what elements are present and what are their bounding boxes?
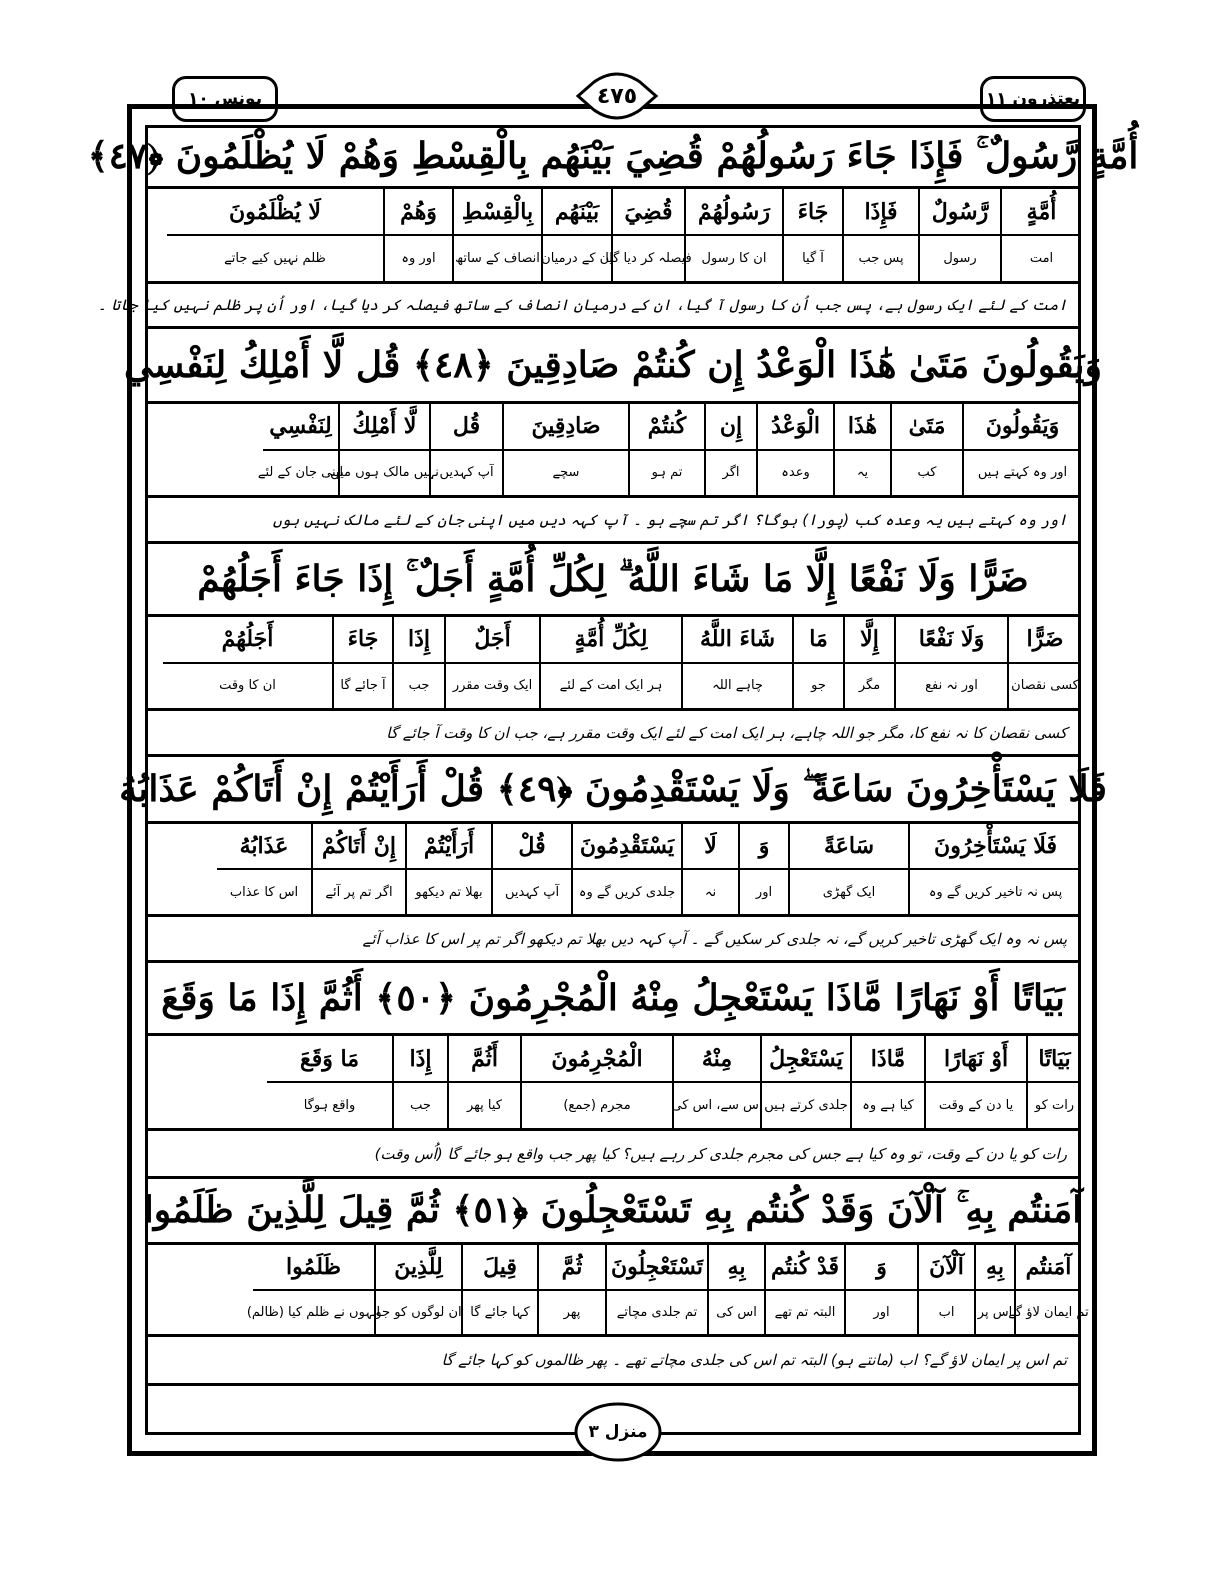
urdu-meaning: اگر: [722, 465, 740, 481]
arabic-word: مَتَىٰ: [892, 404, 962, 451]
arabic-word: مَّاذَا: [852, 1036, 924, 1083]
word-cell: [491, 824, 571, 914]
urdu-meaning: یہ: [856, 465, 869, 481]
urdu-meaning: پس جب: [858, 251, 904, 266]
word-cell: [1008, 1245, 1089, 1334]
urdu-translation-line: اور وہ کہتے ہیں یہ وعدہ کب (پورا) ہوگا؟ اگر تم سچے ہو ۔ آپ کہہ دیں میں اپنی جان کے لئے مالک نہیں ہوں: [145, 498, 1081, 544]
word-cell: [681, 617, 792, 708]
urdu-meaning: اگر تم پر آئے: [325, 884, 393, 900]
arabic-word: شَاءَ اللَّهُ: [683, 617, 792, 664]
arabic-word: قُل: [431, 404, 502, 451]
word-cell: [760, 1036, 850, 1128]
urdu-meaning: جب: [408, 678, 430, 694]
word-cell: [383, 189, 452, 281]
urdu-meaning: آپ کہدیں: [439, 465, 494, 481]
urdu-translation-line: رات کو یا دن کے وقت، تو وہ کیا ہے جس کی مجرم جلدی کر رہے ہیں؟ کیا پھر جب واقع ہو جائے گا (اُس وقت): [145, 1131, 1081, 1179]
arabic-word: هَٰذَا: [835, 404, 890, 451]
arabic-word: رَّسُولٌ: [920, 189, 1000, 236]
urdu-meaning: اور نہ نفع: [925, 678, 978, 694]
urdu-meaning: ایک گھڑی: [822, 884, 876, 900]
arabic-word: الْمُجْرِمُونَ: [522, 1036, 672, 1083]
urdu-meaning: البتہ تم تھے: [774, 1304, 836, 1320]
urdu-meaning: اپنی جان کے لئے: [257, 465, 344, 481]
juz-name: يعتذرون ١١: [985, 89, 1081, 109]
word-cell: [684, 189, 782, 281]
arabic-word: رَسُولُهُمْ: [686, 189, 782, 236]
arabic-word: سَاعَةً: [790, 824, 908, 870]
word-cell: [1000, 189, 1081, 281]
word-by-word-grid: [145, 617, 1081, 711]
manzil-badge: [572, 1400, 664, 1464]
arabic-word: قُلْ: [493, 824, 571, 870]
word-cell: [332, 617, 392, 708]
word-by-word-grid: [145, 824, 1081, 917]
word-cell: [392, 617, 444, 708]
word-cell: [163, 617, 332, 708]
urdu-meaning: واقع ہوگا: [303, 1098, 356, 1113]
arabic-word: لَّا أَمْلِكُ: [340, 404, 429, 451]
word-cell: [605, 189, 692, 281]
arabic-word: وَ: [740, 824, 788, 870]
word-cell: [681, 824, 738, 914]
arabic-word: بَيْنَهُم: [543, 189, 611, 236]
ayah-arabic-line: بَيَاتًا أَوْ نَهَارًا مَّاذَا يَسْتَعْجِلُ مِنْهُ الْمُجْرِمُونَ ﴿٥٠﴾ أَثُمَّ إِذَا مَا وَقَعَ: [145, 963, 1081, 1036]
arabic-word: وَ: [846, 1245, 917, 1291]
urdu-meaning: تم ایمان لاؤ گے: [1008, 1304, 1089, 1320]
arabic-word: قِيلَ: [463, 1245, 537, 1291]
word-cell: [894, 617, 1007, 708]
urdu-meaning: بھلا تم دیکھو: [415, 884, 483, 900]
word-cell: [267, 1036, 392, 1128]
urdu-meaning: تم جلدی مچاتے: [616, 1304, 698, 1320]
urdu-meaning: انہوں نے ظلم کیا (ظالم): [246, 1304, 381, 1320]
arabic-word: كُنتُمْ: [630, 404, 704, 451]
urdu-meaning: کیا پھر: [467, 1098, 502, 1113]
word-cell: [392, 1036, 447, 1128]
word-cell: [917, 1245, 974, 1334]
page-number-badge: [574, 70, 660, 122]
urdu-meaning: مجرم (جمع): [563, 1098, 631, 1113]
word-cell: [707, 1245, 764, 1334]
word-cell: [1007, 617, 1081, 708]
word-cell: [1026, 1036, 1081, 1128]
urdu-meaning: نہیں مالک ہوں میں: [330, 465, 439, 481]
word-cell: [167, 189, 383, 281]
ayah-arabic-line: ضَرًّا وَلَا نَفْعًا إِلَّا مَا شَاءَ اللَّهُ ۗ لِكُلِّ أُمَّةٍ أَجَلٌ ۚ إِذَا جَاءَ أَجَلُهُمْ: [145, 544, 1081, 617]
urdu-meaning: ظلم نہیں کیے جاتے: [224, 251, 326, 266]
arabic-word: أَثُمَّ: [449, 1036, 520, 1083]
word-cell: [671, 1036, 763, 1128]
word-cell: [792, 617, 843, 708]
urdu-meaning: اس کی: [716, 1304, 757, 1320]
arabic-word: آمَنتُم: [1016, 1245, 1081, 1291]
arabic-word: بِهِ: [709, 1245, 764, 1291]
arabic-word: ضَرًّا: [1009, 617, 1081, 664]
arabic-word: أَجَلُهُمْ: [163, 617, 332, 664]
word-cell: [918, 189, 1000, 281]
urdu-meaning: آپ کہدیں: [504, 884, 560, 900]
ayah-arabic-line: أُمَّةٍ رَّسُولٌ ۚ فَإِذَا جَاءَ رَسُولُهُمْ قُضِيَ بَيْنَهُم بِالْقِسْطِ وَهُمْ لَا يُظْلَمُونَ ﴿٤٧﴾: [145, 127, 1081, 189]
word-cell: [844, 1245, 917, 1334]
urdu-meaning: رات کو: [1034, 1098, 1075, 1113]
word-cell: [962, 404, 1081, 495]
word-cell: [541, 189, 611, 281]
urdu-meaning: جو: [811, 678, 826, 694]
word-cell: [405, 824, 491, 914]
arabic-word: آلْآنَ: [919, 1245, 974, 1291]
urdu-translation-line: پس نہ وہ ایک گھڑی تاخیر کریں گے، نہ جلدی کر سکیں گے ۔ آپ کہہ دیں بھلا تم دیکھو اگر تم پر اس کا عذاب آئے: [145, 917, 1081, 963]
word-cell: [447, 1036, 520, 1128]
word-cell: [842, 189, 918, 281]
word-cell: [311, 824, 405, 914]
arabic-word: أُمَّةٍ: [1002, 189, 1081, 236]
word-cell: [738, 824, 788, 914]
arabic-word: ظَلَمُوا: [253, 1245, 374, 1291]
ayah-arabic-line: وَيَقُولُونَ مَتَىٰ هَٰذَا الْوَعْدُ إِن كُنتُمْ صَادِقِينَ ﴿٤٨﴾ قُل لَّا أَمْلِكُ لِنَفْسِي: [145, 329, 1081, 404]
urdu-meaning: رسول: [943, 251, 977, 266]
urdu-meaning: آ گیا: [802, 251, 824, 266]
word-cell: [833, 404, 890, 495]
arabic-word: لَا يُظْلَمُونَ: [167, 189, 383, 236]
urdu-meaning: جلدی کرتے ہیں: [764, 1098, 848, 1113]
word-cell: [539, 617, 681, 708]
arabic-word: أَجَلٌ: [446, 617, 539, 664]
word-cell: [756, 404, 833, 495]
word-by-word-grid: [145, 1245, 1089, 1337]
arabic-word: صَادِقِينَ: [504, 404, 628, 451]
word-cell: [461, 1245, 537, 1334]
arabic-word: إِذَا: [394, 617, 444, 664]
urdu-meaning: ان کے درمیان: [541, 251, 613, 266]
arabic-word: وَهُمْ: [385, 189, 452, 236]
urdu-meaning: اور: [755, 884, 773, 900]
arabic-word: لِنَفْسِي: [263, 404, 338, 451]
urdu-meaning: کب: [917, 465, 937, 481]
ayah-arabic-line: فَلَا يَسْتَأْخِرُونَ سَاعَةً ۖ وَلَا يَسْتَقْدِمُونَ ﴿٤٩﴾ قُلْ أَرَأَيْتُمْ إِنْ أَتَاكُمْ عَذَابُهُ: [145, 757, 1081, 824]
word-cell: [429, 404, 502, 495]
arabic-word: وَيَقُولُونَ: [964, 404, 1081, 451]
urdu-meaning: اور وہ کہتے ہیں: [977, 465, 1068, 481]
urdu-meaning: وعدہ: [781, 465, 810, 481]
urdu-meaning: ان کا وقت: [219, 678, 276, 694]
arabic-word: وَلَا نَفْعًا: [896, 617, 1007, 664]
urdu-meaning: اب: [938, 1304, 955, 1320]
arabic-word: إِن: [706, 404, 756, 451]
word-cell: [908, 824, 1081, 914]
manzil-label: منزل ٣: [588, 1422, 648, 1442]
word-by-word-grid: [145, 189, 1081, 284]
word-by-word-grid: [145, 1036, 1081, 1131]
word-cell: [444, 617, 539, 708]
urdu-meaning: جب: [410, 1098, 431, 1113]
word-cell: [764, 1245, 844, 1334]
word-cell: [843, 617, 894, 708]
urdu-meaning: امت: [1029, 251, 1054, 266]
word-cell: [520, 1036, 672, 1128]
urdu-meaning: اس سے، اس کی: [671, 1098, 763, 1113]
urdu-meaning: آ جائے گا: [340, 678, 386, 694]
urdu-meaning: انصاف کے ساتھ: [455, 251, 540, 266]
arabic-word: الْوَعْدُ: [758, 404, 833, 451]
urdu-meaning: تم ہو: [651, 465, 683, 481]
word-cell: [605, 1245, 707, 1334]
arabic-word: إِلَّا: [845, 617, 894, 664]
ayah-arabic-line: آمَنتُم بِهِ ۚ آلْآنَ وَقَدْ كُنتُم بِهِ تَسْتَعْجِلُونَ ﴿٥١﴾ ثُمَّ قِيلَ لِلَّذِينَ ظَلَمُوا: [145, 1179, 1081, 1245]
arabic-word: بَيَاتًا: [1028, 1036, 1081, 1083]
arabic-word: لِلَّذِينَ: [376, 1245, 461, 1291]
urdu-meaning: ان لوگوں کو جو: [375, 1304, 462, 1320]
word-cell: [850, 1036, 924, 1128]
urdu-meaning: کہا جائے گا: [470, 1304, 530, 1320]
word-cell: [537, 1245, 605, 1334]
word-by-word-grid: [145, 404, 1081, 498]
arabic-word: إِنْ أَتَاكُمْ: [313, 824, 405, 870]
arabic-word: يَسْتَعْجِلُ: [762, 1036, 850, 1083]
urdu-meaning: اس پر: [977, 1304, 1013, 1320]
urdu-meaning: نہ: [704, 884, 717, 900]
word-cell: [330, 404, 439, 495]
urdu-meaning: کسی نقصان: [1011, 678, 1079, 694]
urdu-meaning: ہر ایک امت کے لئے: [559, 678, 663, 694]
word-cell: [502, 404, 628, 495]
arabic-word: لَا: [683, 824, 738, 870]
word-cell: [782, 189, 842, 281]
urdu-meaning: پھر: [563, 1304, 581, 1320]
arabic-word: جَاءَ: [784, 189, 842, 236]
arabic-word: قَدْ كُنتُم: [766, 1245, 844, 1291]
arabic-word: بِالْقِسْطِ: [454, 189, 541, 236]
word-cell: [217, 824, 311, 914]
urdu-meaning: پس نہ تاخیر کریں گے وہ: [928, 884, 1063, 900]
word-cell: [924, 1036, 1026, 1128]
arabic-word: لِكُلِّ أُمَّةٍ: [541, 617, 681, 664]
word-cell: [246, 1245, 381, 1334]
arabic-word: ثُمَّ: [539, 1245, 605, 1291]
urdu-meaning: اور وہ: [401, 251, 436, 266]
arabic-word: إِذَا: [394, 1036, 447, 1083]
arabic-word: فَإِذَا: [844, 189, 918, 236]
urdu-meaning: اس کا عذاب: [229, 884, 299, 900]
urdu-meaning: اور: [873, 1304, 890, 1320]
urdu-meaning: ان کا رسول: [701, 251, 767, 266]
word-cell: [374, 1245, 461, 1334]
arabic-word: مَا: [794, 617, 843, 664]
page-number: ٤٧٥: [596, 83, 638, 109]
urdu-meaning: کیا ہے وہ: [862, 1098, 914, 1113]
arabic-word: فَلَا يَسْتَأْخِرُونَ: [910, 824, 1081, 870]
arabic-word: يَسْتَقْدِمُونَ: [573, 824, 681, 870]
urdu-meaning: یا دن کے وقت: [938, 1098, 1014, 1113]
urdu-meaning: فیصلہ کر دیا گیا: [605, 251, 692, 266]
arabic-word: أَرَأَيْتُمْ: [407, 824, 491, 870]
surah-name: يونس ١٠: [187, 89, 263, 109]
arabic-word: تَسْتَعْجِلُونَ: [607, 1245, 707, 1291]
word-cell: [890, 404, 962, 495]
word-cell: [257, 404, 344, 495]
arabic-word: مِنْهُ: [674, 1036, 760, 1083]
word-cell: [628, 404, 704, 495]
word-cell: [974, 1245, 1014, 1334]
word-cell: [571, 824, 681, 914]
urdu-meaning: سچے: [552, 465, 580, 481]
urdu-translation-line: تم اس پر ایمان لاؤ گے؟ اب (مانتے ہو) البتہ تم اس کی جلدی مچاتے تھے ۔ پھر ظالموں کو کہا جائے گا: [145, 1337, 1081, 1386]
arabic-word: بِهِ: [976, 1245, 1014, 1291]
word-cell: [704, 404, 756, 495]
urdu-meaning: جلدی کریں گے وہ: [578, 884, 676, 900]
urdu-meaning: ایک وقت مقرر: [452, 678, 533, 694]
word-cell: [788, 824, 908, 914]
arabic-word: مَا وَقَعَ: [267, 1036, 392, 1083]
arabic-word: جَاءَ: [334, 617, 392, 664]
urdu-translation-line: امت کے لئے ایک رسول ہے، پس جب اُن کا رسول آ گیا، ان کے درمیان انصاف کے ساتھ فیصلہ کر دیا گیا، اور اُن پر ظلم نہیں کیا جاتا ۔: [145, 284, 1081, 329]
arabic-word: قُضِيَ: [613, 189, 684, 236]
urdu-translation-line: کسی نقصان کا نہ نفع کا، مگر جو اللہ چاہے، ہر ایک امت کے لئے ایک وقت مقرر ہے، جب ان کا وقت آ جائے گا: [145, 711, 1081, 757]
urdu-meaning: مگر: [858, 678, 881, 694]
urdu-meaning: چاہے اللہ: [712, 678, 763, 694]
arabic-word: عَذَابُهُ: [217, 824, 311, 870]
word-cell: [452, 189, 541, 281]
arabic-word: أَوْ نَهَارًا: [926, 1036, 1026, 1083]
